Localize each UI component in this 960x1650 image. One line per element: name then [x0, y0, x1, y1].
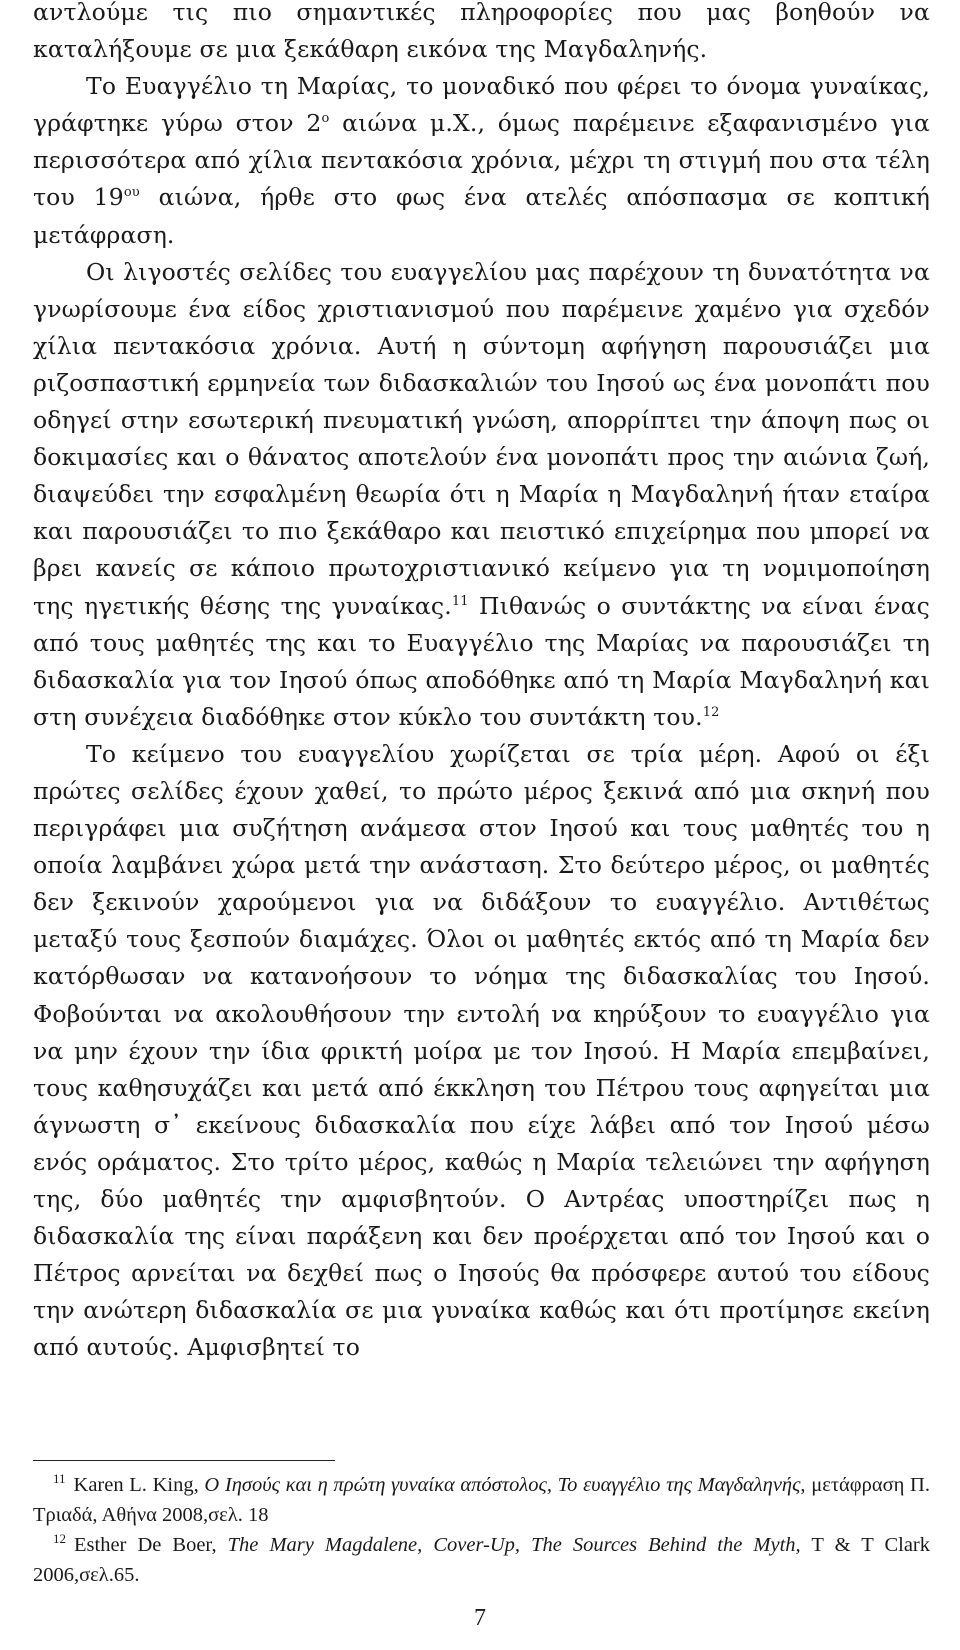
- paragraph-2: Το Ευαγγέλιο τη Μαρίας, το μοναδικό που φέρει το όνομα γυναίκας, γράφτηκε γύρω στον $2^o$ αιώνα μ.Χ., όμως παρέμεινε εξαφανισμένο για περισσότερα από χίλια πεντακόσια χρόνια, μέχρι τη στιγμή που στα τέλη του $19^{o\upsilon}$ αιώνα, ήρθε στο φως ένα ατελές απόσπασμα σε κοπτική μετάφραση.: [33, 72, 931, 249]
- body-text: [33, 0, 930, 1366]
- footnotes: [33, 1470, 930, 1590]
- footnote-number: 11: [53, 1471, 66, 1486]
- footnote-title: Ο Ιησούς και η πρώτη γυναίκα απόστολος, Το ευαγγέλιο της Μαγδαληνής: [204, 1474, 801, 1496]
- ordinal-superscript: ο: [321, 111, 330, 127]
- paragraph-3: Οι λιγοστές σελίδες του ευαγγελίου μας παρέχουν τη δυνατότητα να γνωρίσουμε ένα είδος χριστιανισμού που παρέμεινε χαμένο για σχεδόν χίλια πεντακόσια χρόνια. Αυτή η σύντομη αφήγηση παρουσιάζει μια ριζοσπαστική ερμηνεία των διδασκαλιών του Ιησού ως ένα μονοπάτι που οδηγεί στην εσωτερική πνευματική γνώση, απορρίπτει την άποψη πως οι δοκιμασίες και ο θάνατος αποτελούν ένα μονοπάτι προς την αιώνια ζωή, διαψεύδει την εσφαλμένη θεωρία ότι η Μαρία η Μαγδαληνή ήταν εταίρα και παρουσιάζει το πιο ξεκάθαρο και πειστικό επιχείρημα που μπορεί να βρει κανείς σε κάποιο πρωτοχριστιανικό κείμενο για τη νομιμοποίηση της ηγετικής θέσης της γυναίκας.$^{11}$ Πιθανώς ο συντάκτης να είναι ένας από τους μαθητές της και το Ευαγγέλιο της Μαρίας να παρουσιάζει τη διδασκαλία για τον Ιησού όπως αποδόθηκε από τη Μαρία Μαγδαληνή και στη συνέχεια διαδόθηκε στον κύκλο του συντάκτη του.$^{12}$: [33, 257, 930, 731]
- footnote-separator: [33, 1460, 335, 1461]
- ordinal-superscript: ου: [123, 185, 140, 201]
- footnote-number: 12: [53, 1531, 66, 1546]
- footnote-title: The Mary Magdalene, Cover-Up, The Sources Behind the Myth,: [227, 1534, 801, 1556]
- footnote-ref-11[interactable]: 11: [451, 593, 469, 609]
- page-number: 7: [474, 1605, 486, 1631]
- paragraph-1: αντλούμε τις πιο σημαντικές πληροφορίες που μας βοηθούν να καταλήξουμε σε μια ξεκάθαρη εικόνα της Μαγδαληνής.: [33, 0, 930, 64]
- footnote-11: $^{11}$ Karen L. King, Ο Ιησούς και η πρώτη γυναίκα απόστολος, Το ευαγγέλιο της Μαγδαληνής, μετάφραση Π. Τριαδά, Αθήνα 2008,σελ. 18: [33, 1471, 930, 1526]
- paragraph-4: Το κείμενο του ευαγγελίου χωρίζεται σε τρία μέρη. Αφού οι έξι πρώτες σελίδες έχουν χαθεί, το πρώτο μέρος ξεκινά από μια σκηνή που περιγράφει μια συζήτηση ανάμεσα στον Ιησού και τους μαθητές του η οποία λαμβάνει χώρα μετά την ανάσταση. Στο δεύτερο μέρος, οι μαθητές δεν ξεκινούν χαρούμενοι για να διδάξουν το ευαγγέλιο. Αντιθέτως μεταξύ τους ξεσπούν διαμάχες. Όλοι οι μαθητές εκτός από τη Μαρία δεν κατόρθωσαν να κατανοήσουν το νόημα της διδασκαλίας του Ιησού. Φοβούνται να ακολουθήσουν την εντολή να κηρύξουν το ευαγγέλιο για να μην έχουν την ίδια φρικτή μοίρα με τον Ιησού. Η Μαρία επεμβαίνει, τους καθησυχάζει και μετά από έκκληση του Πέτρου τους αφηγείται μια άγνωστη σ᾽ εκείνους διδασκαλία που είχε λάβει από τον Ιησού μέσω ενός οράματος. Στο τρίτο μέρος, καθώς η Μαρία τελειώνει την αφήγηση της, δύο μαθητές την αμφισβητούν. Ο Αντρέας υποστηρίζει πως η διδασκαλία της είναι παράξενη και δεν προέρχεται από τον Ιησού και ο Πέτρος αρνείται να δεχθεί πως ο Ιησούς θα πρόσφερε αυτού του είδους την ανώτερη διδασκαλία σε μια γυναίκα καθώς και ότι προτίμησε εκείνη από αυτούς. Αμφισβητεί το: [33, 739, 930, 1362]
- footnote-12: $^{12}$ Esther De Boer, The Mary Magdalene, Cover-Up, The Sources Behind the Myth, T & T Clark 2006,σελ.65.: [33, 1531, 930, 1586]
- footnote-ref-12[interactable]: 12: [702, 704, 720, 720]
